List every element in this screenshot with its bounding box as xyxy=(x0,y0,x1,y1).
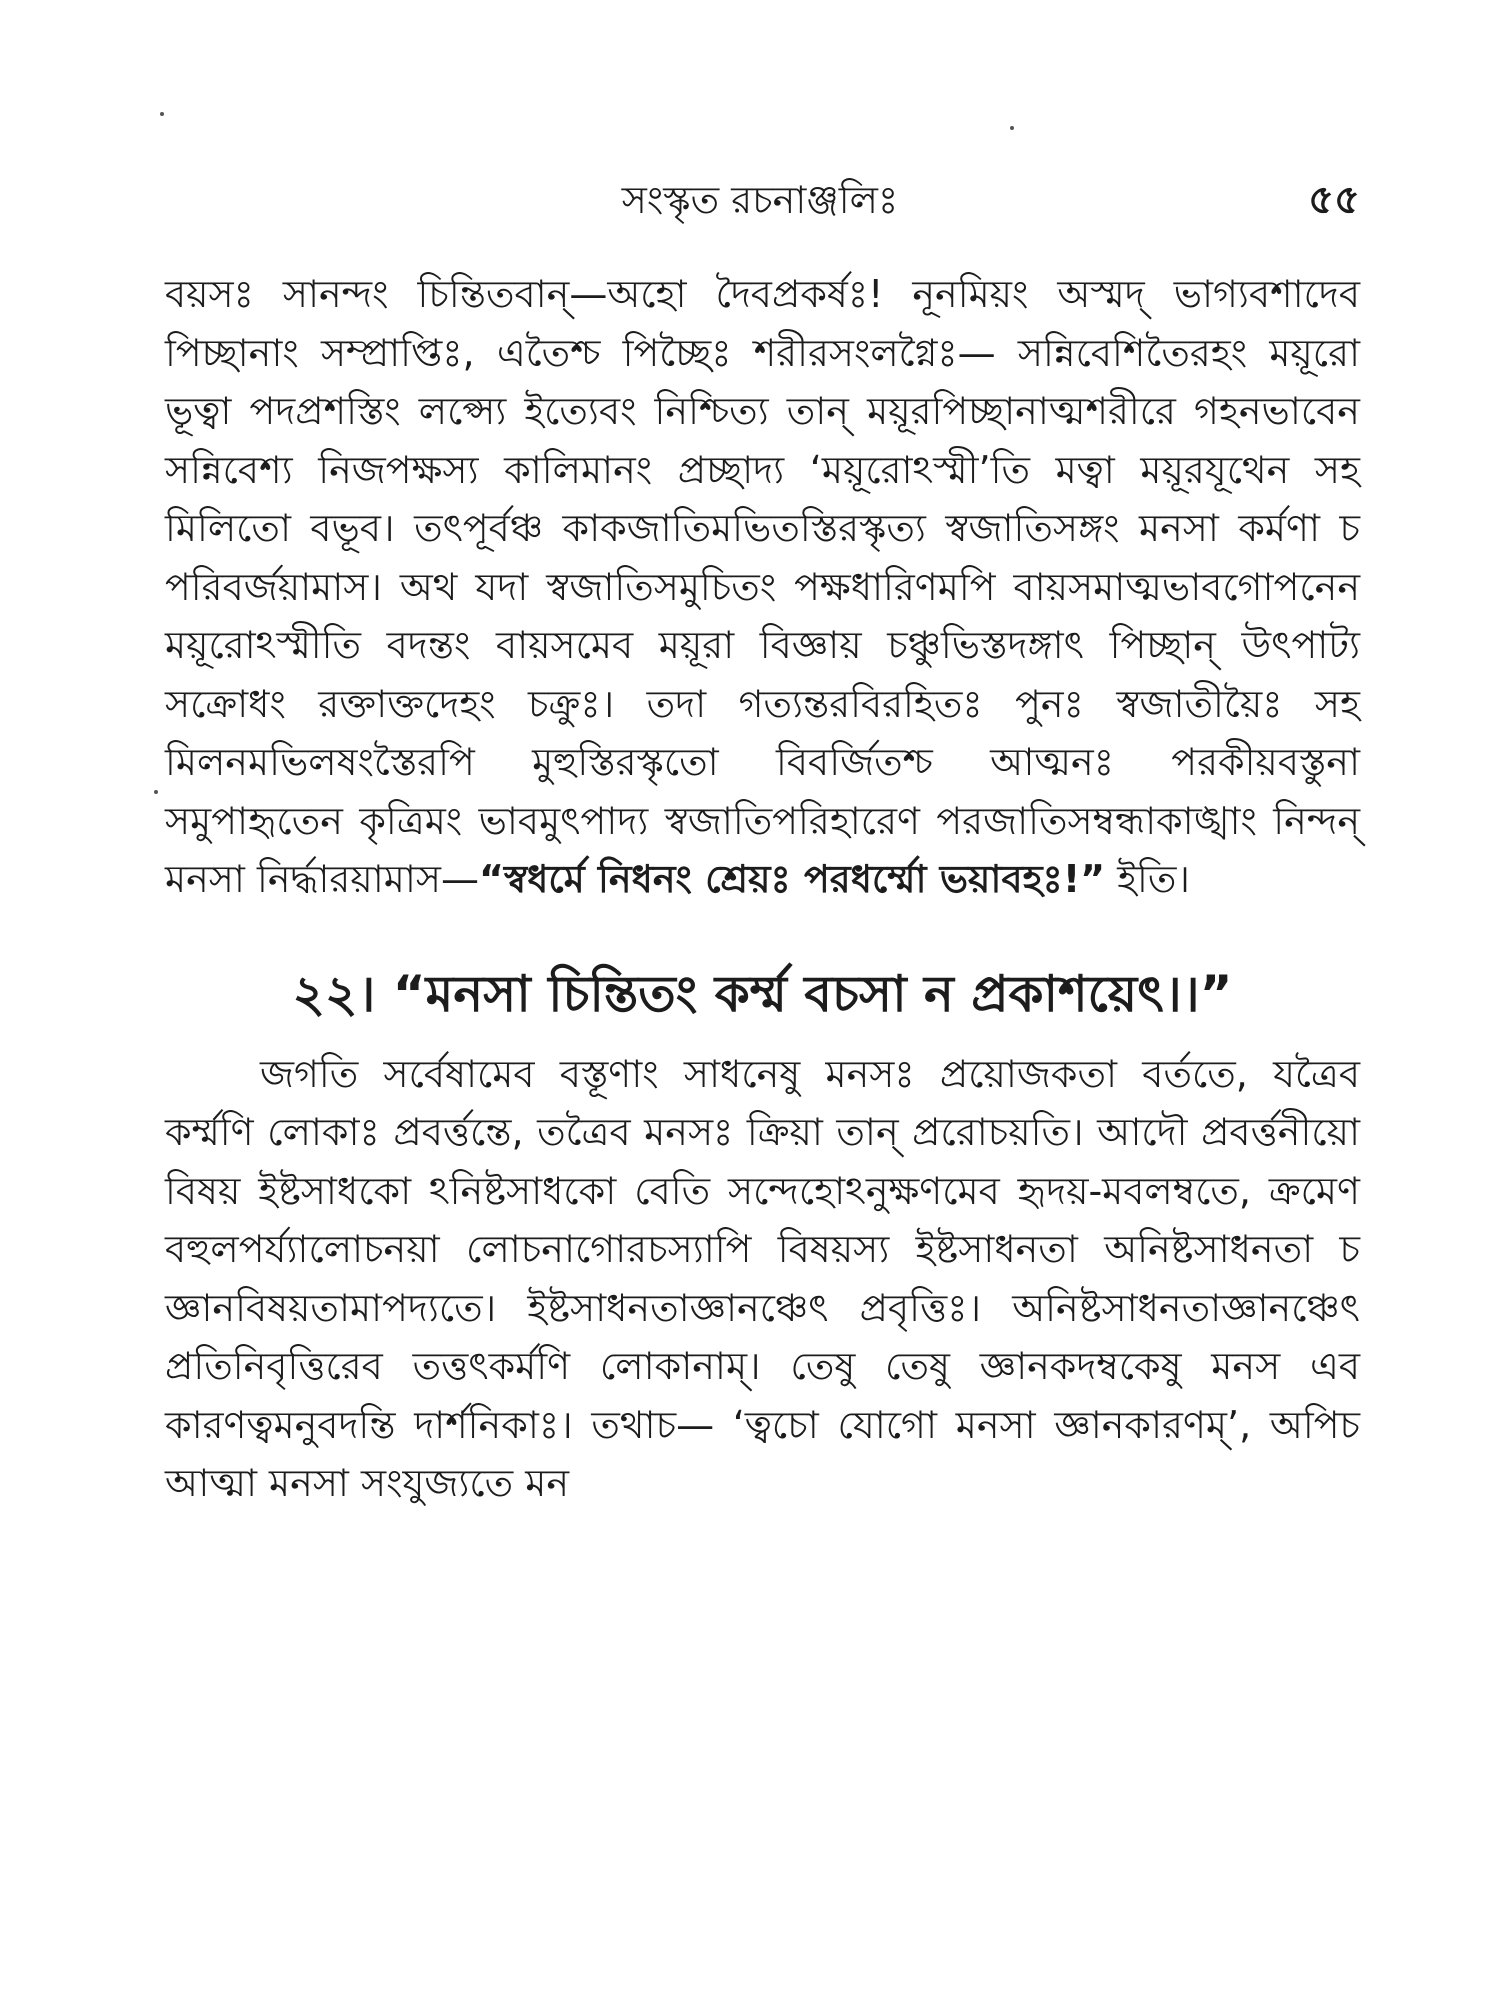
scan-speck xyxy=(160,112,164,116)
section-heading: ২২। “মনসা চিন্তিতং কর্ম্ম বচসা ন প্রকাশয়েৎ।।” xyxy=(292,964,1233,1023)
scan-speck xyxy=(154,790,158,794)
paragraph-tail: ইতি। xyxy=(1105,857,1190,901)
bold-quote: “স্বধর্মে নিধনং শ্রেয়ঃ পরধর্ম্মো ভয়াবহঃ!” xyxy=(478,857,1106,901)
page-body xyxy=(165,265,1360,1513)
page-number: ৫৫ xyxy=(1308,177,1360,223)
paragraph xyxy=(165,265,1360,909)
running-title: সংস্কৃত রচনাঞ্জলিঃ xyxy=(621,178,899,222)
scan-speck xyxy=(1010,126,1014,130)
paragraph-text: বয়সঃ সানন্দং চিন্তিতবান্—অহো দৈবপ্রকর্ষঃ! নূনমিয়ং অস্মদ্ ভাগ্যবশাদেব পিচ্ছানাং সম্প্রাপ্তিঃ, এতৈশ্চ পিচ্ছৈঃ শরীরসংলগ্নৈঃ— সন্নিবেশিতৈরহং ময়ূরো ভূত্বা পদপ্রশস্তিং লপ্স্যে ইত্যেবং নিশ্চিত্য তান্ ময়ূরপিচ্ছানাত্মশরীরে গহনভাবেন সন্নিবেশ্য নিজপক্ষস্য কালিমানং প্রচ্ছাদ্য ‘ময়ূরোঽস্মী’তি মত্বা ময়ূরযূথেন সহ মিলিতো বভূব। তৎপূর্বঞ্চ কাকজাতিমভিতস্তিরস্কৃত্য স্বজাতিসঙ্গং মনসা কর্মণা চ পরিবর্জয়ামাস। অথ যদা স্বজাতিসমুচিতং পক্ষধারিণমপি বায়সমাত্মভাবগোপনেন ময়ূরোঽস্মীতি বদন্তং বায়সমেব ময়ূরা বিজ্ঞায় চঞ্চুভিস্তদঙ্গাৎ পিচ্ছান্ উৎপাট্য সক্রোধং রক্তাক্তদেহং চক্রুঃ। তদা গত্যন্তরবিরহিতঃ পুনঃ স্বজাতীয়ৈঃ সহ মিলনমভিলষংস্তৈরপি মুহুস্তিরস্কৃতো বিবর্জিতশ্চ আত্মনঃ পরকীয়বস্তুনা সমুপাহৃতেন কৃত্রিমং ভাবমুৎপাদ্য স্বজাতিপরিহারেণ পরজাতিসম্বন্ধাকাঙ্খাং নিন্দন্ মনসা নির্দ্ধারয়ামাস— xyxy=(165,272,1360,901)
page-header xyxy=(160,170,1360,230)
section-paragraph: জগতি সর্বেষামেব বস্তূণাং সাধনেষু মনসঃ প্রয়োজকতা বর্ততে, যত্রৈব কর্ম্মণি লোকাঃ প্রবর্ত্তন্তে, তত্রৈব মনসঃ ক্রিয়া তান্ প্ররোচয়তি। আদৌ প্রবর্ত্তনীয়ো বিষয় ইষ্টসাধকো ঽনিষ্টসাধকো বেতি সন্দেহোঽনুক্ষণমেব হৃদয়-মবলম্বতে, ক্রমেণ বহুলপর্য্যালোচনয়া লোচনাগোরচস্যাপি বিষয়স্য ইষ্টসাধনতা অনিষ্টসাধনতা চ জ্ঞানবিষয়তামাপদ্যতে। ইষ্টসাধনতাজ্ঞানঞ্চেৎ প্রবৃত্তিঃ। অনিষ্টসাধনতাজ্ঞানঞ্চেৎ প্রতিনিবৃত্তিরেব তত্তৎকর্মণি লোকানাম্। তেষু তেষু জ্ঞানকদম্বকেষু মনস এব কারণত্বমনুবদন্তি দার্শনিকাঃ। তথাচ— ‘ত্বচো যোগো মনসা জ্ঞানকারণম্’, অপিচ আত্মা মনসা সংযুজ্যতে মন xyxy=(165,1051,1360,1505)
